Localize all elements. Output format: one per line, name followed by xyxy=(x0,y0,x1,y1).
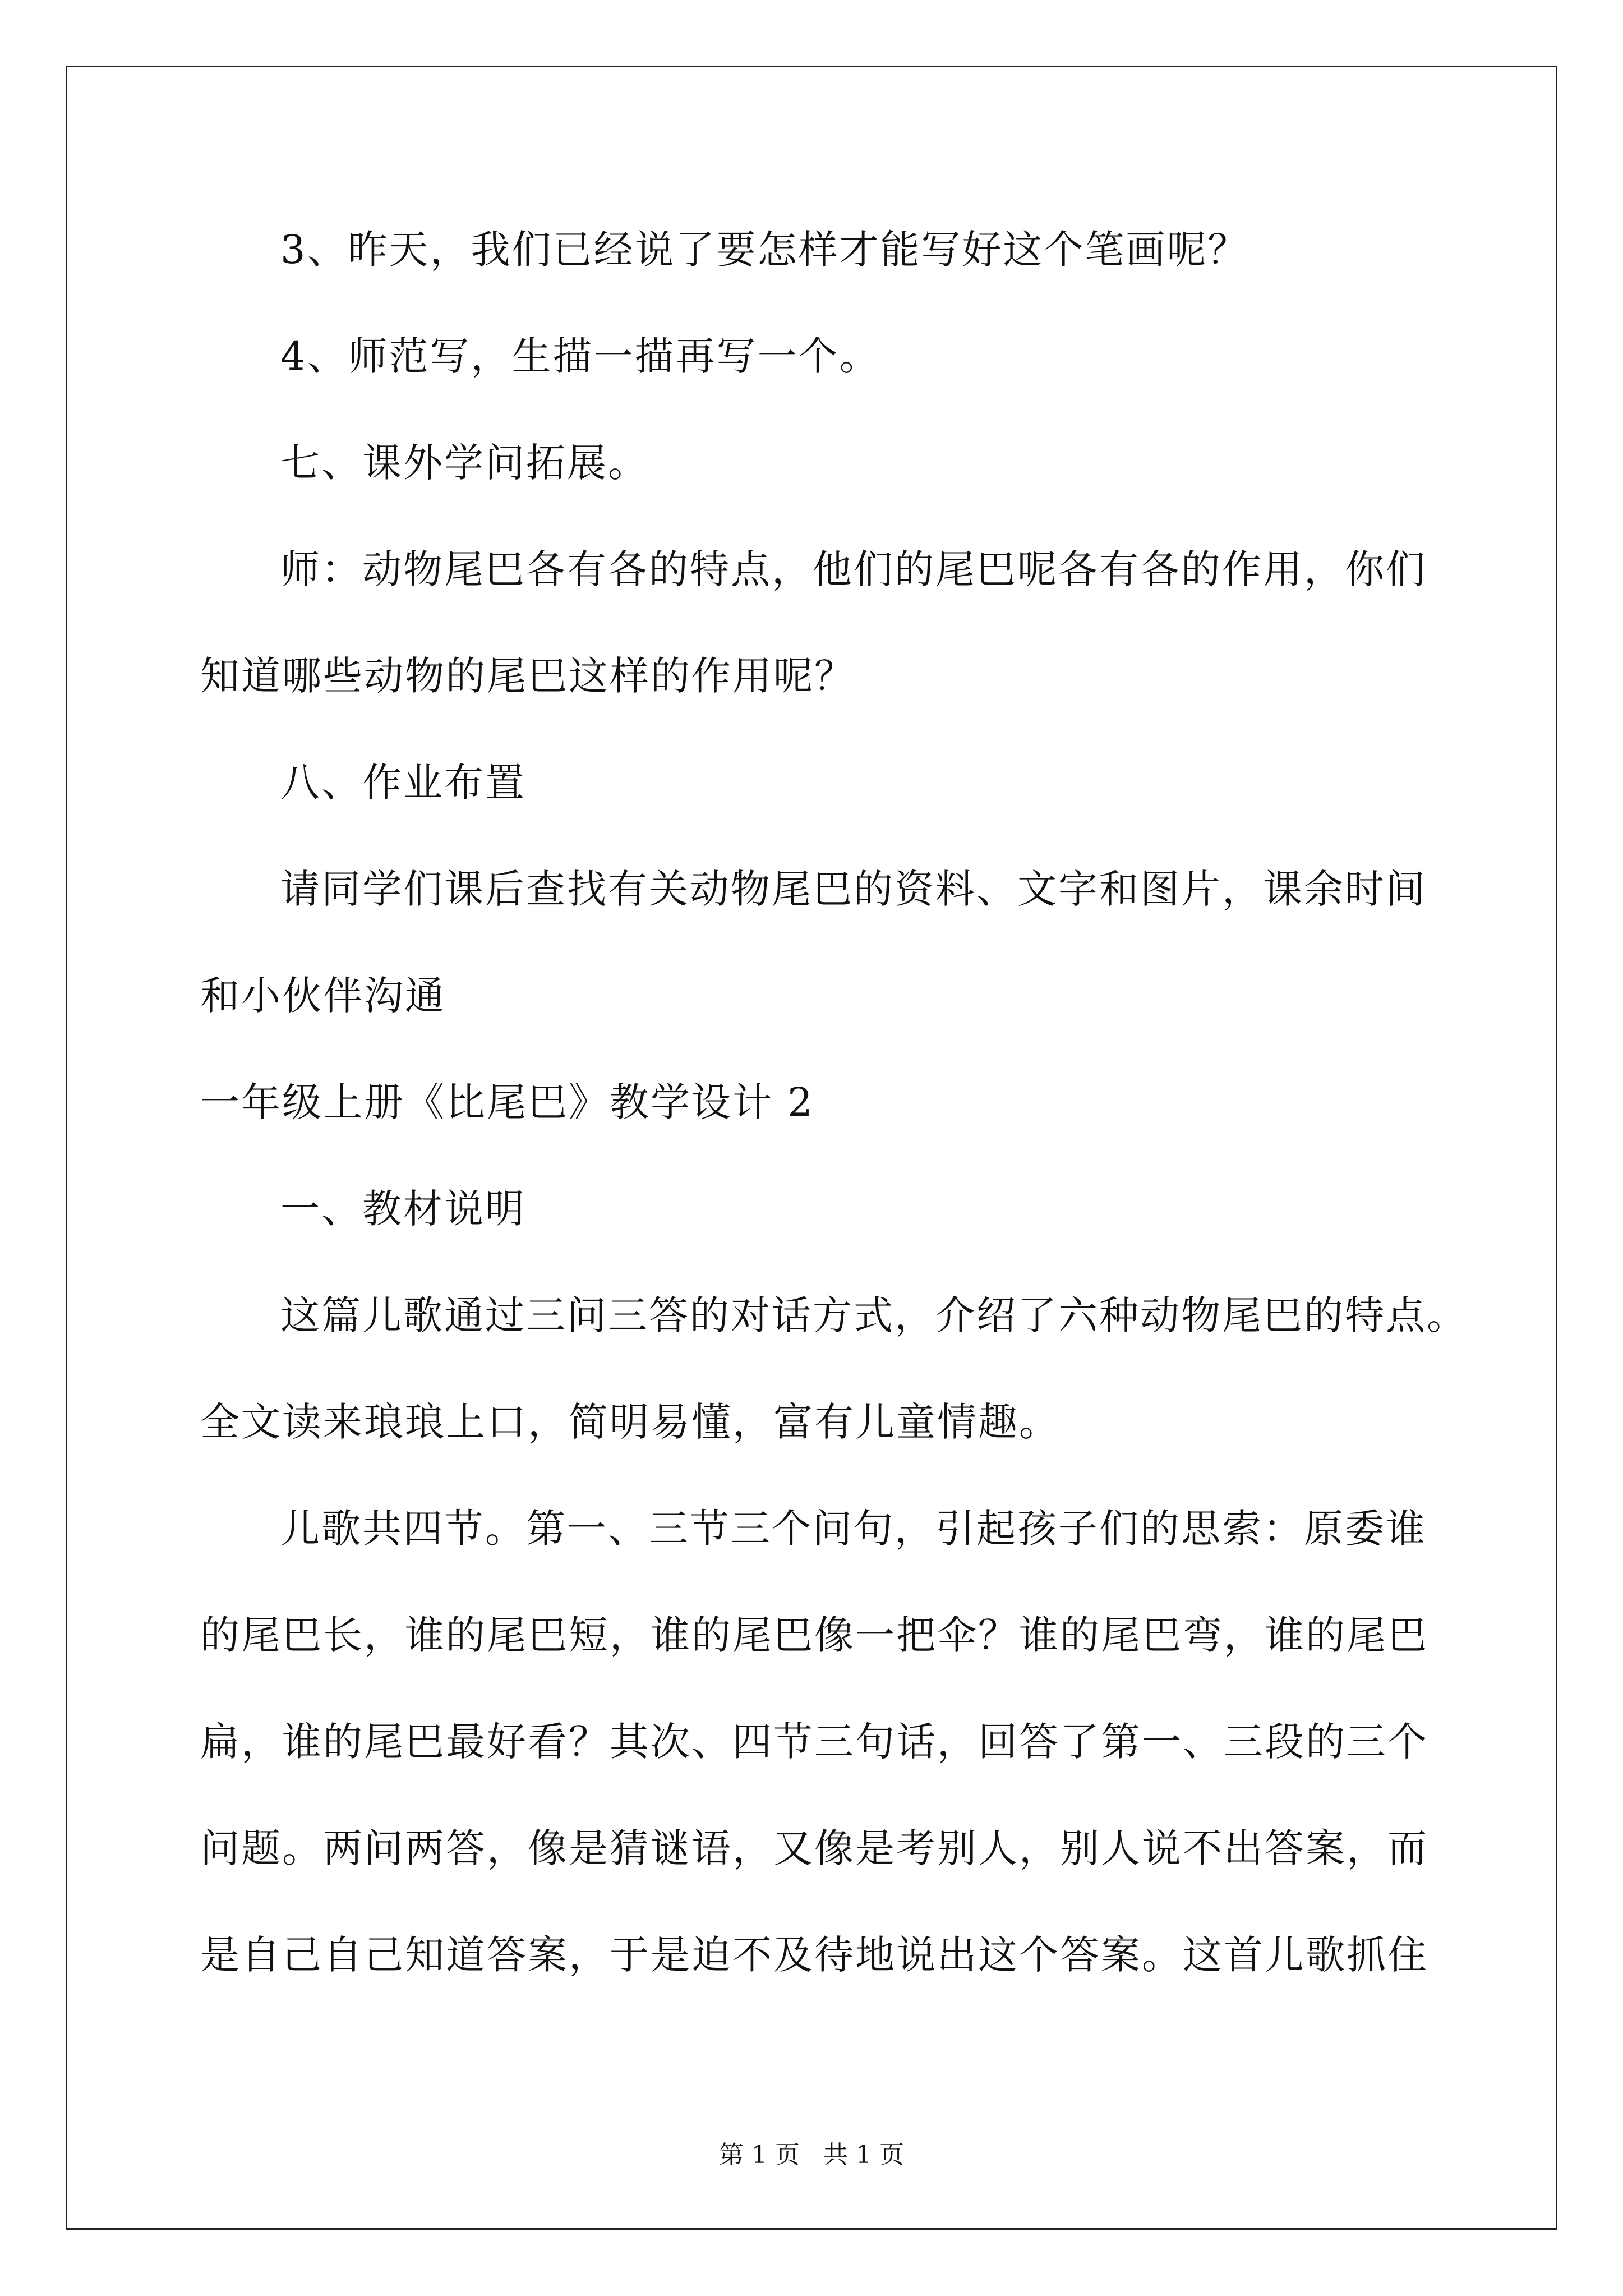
paragraph-line: 和小伙伴沟通 xyxy=(200,973,446,1019)
paragraph-line: 这篇儿歌通过三问三答的对话方式，介绍了六种动物尾巴的特点。 xyxy=(280,1292,1468,1338)
paragraph-line: 扁，谁的尾巴最好看？其次、四节三句话，回答了第一、三段的三个 xyxy=(200,1719,1428,1765)
paragraph-line: 问题。两问两答，像是猜谜语，又像是考别人，别人说不出答案，而 xyxy=(200,1825,1428,1871)
section-heading: 八、作业布置 xyxy=(280,760,526,806)
paragraph-line: 4、师范写，生描一描再写一个。 xyxy=(280,333,880,379)
document-body xyxy=(200,216,1468,2028)
paragraph-line: 3、昨天，我们已经说了要怎样才能写好这个笔画呢？ xyxy=(280,227,1249,273)
page-footer xyxy=(0,2138,1623,2172)
page-number-total: 共 1 页 xyxy=(823,2141,904,2169)
paragraph-line: 的尾巴长，谁的尾巴短，谁的尾巴像一把伞？谁的尾巴弯，谁的尾巴 xyxy=(200,1612,1428,1658)
paragraph-line: 知道哪些动物的尾巴这样的作用呢？ xyxy=(200,653,855,699)
document-title: 一年级上册《比尾巴》教学设计 2 xyxy=(200,1079,814,1125)
paragraph-line: 全文读来琅琅上口，简明易懂，富有儿童情趣。 xyxy=(200,1399,1060,1445)
paragraph-line: 师：动物尾巴各有各的特点，他们的尾巴呢各有各的作用，你们 xyxy=(280,546,1427,592)
paragraph-line: 请同学们课后查找有关动物尾巴的资料、文字和图片，课余时间 xyxy=(280,866,1427,912)
section-heading: 七、课外学问拓展。 xyxy=(280,440,649,486)
page-number-current: 第 1 页 xyxy=(719,2141,800,2169)
paragraph-line: 儿歌共四节。第一、三节三个问句，引起孩子们的思索：原委谁 xyxy=(280,1506,1427,1552)
section-heading: 一、教材说明 xyxy=(280,1186,526,1232)
paragraph-line: 是自己自己知道答案，于是迫不及待地说出这个答案。这首儿歌抓住 xyxy=(200,1932,1428,1978)
